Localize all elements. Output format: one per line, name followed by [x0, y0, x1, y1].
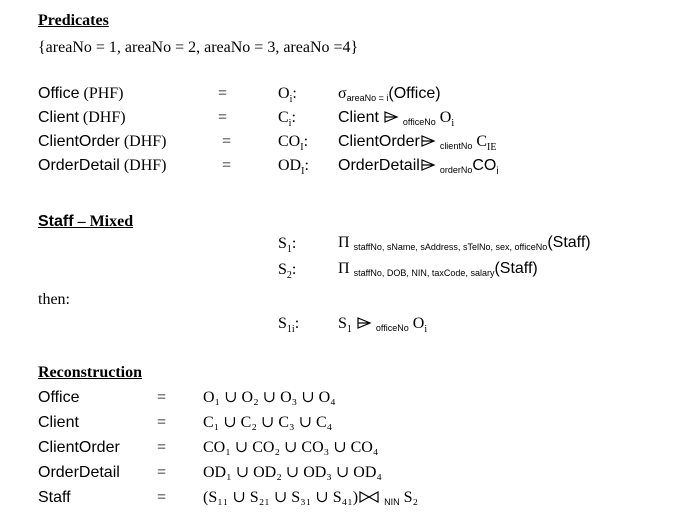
fragment-expression: ClientOrder $_{clientNo}$ $C_{IE}$: [338, 133, 497, 153]
equals-sign: =: [222, 157, 232, 174]
equals-sign: =: [222, 133, 232, 150]
fragment-type: (DHF): [82, 109, 126, 126]
reconstruction-expression: CO₁ ∪ CO₂ ∪ CO₃ ∪ CO₄: [203, 439, 379, 456]
reconstruction-expression: C₁ ∪ C₂ ∪ C₃ ∪ C₄: [203, 414, 333, 431]
then-label: then:: [38, 291, 70, 308]
staff-fragment-s1i-expression: $S_1$ $_{officeNo}$ $O_i$: [338, 315, 428, 335]
staff-heading: Staff – Mixed: [38, 213, 134, 230]
relation-name: ClientOrder: [38, 133, 120, 150]
reconstruction-relation-client: Client: [38, 414, 79, 431]
reconstruction-relation-orderdetail: OrderDetail: [38, 464, 120, 481]
projection-pi: Π: [338, 260, 350, 277]
semijoin-icon: [420, 134, 436, 148]
reconstruction-relation-clientorder: ClientOrder: [38, 439, 120, 456]
staff-fragment-s2-label: $S_2$:: [278, 261, 297, 281]
equals-sign: =: [157, 489, 167, 506]
fragment-label: $C_i$:: [278, 109, 296, 129]
fragment-expression: OrderDetail $_{orderNo}CO_i$: [338, 157, 499, 177]
equals-sign: =: [157, 439, 167, 456]
equals-sign: =: [218, 85, 228, 102]
reconstruction-heading: Reconstruction: [38, 364, 142, 381]
fragment-row-orderdetail: [38, 156, 166, 176]
staff-fragment-s1-label: $S_1$:: [278, 235, 297, 255]
reconstruction-relation-staff: Staff: [38, 489, 71, 506]
relation-name: Client: [38, 109, 79, 126]
fragment-row-clientorder: [38, 132, 166, 152]
equals-sign: =: [218, 109, 228, 126]
fragment-label: $O_i$:: [278, 85, 297, 105]
predicates-heading: Predicates: [38, 12, 109, 29]
fragment-type: (DHF): [123, 133, 167, 150]
natural-join-icon: [358, 490, 380, 504]
semijoin-icon: [420, 158, 436, 172]
equals-sign: =: [157, 414, 167, 431]
predicates-set: {areaNo = 1, areaNo = 2, areaNo = 3, areaNo =4}: [38, 39, 359, 56]
relation-name: Office: [38, 85, 80, 102]
fragment-expression: $\sigma_{areaNo = i}(Office)$: [338, 85, 441, 103]
staff-fragment-s2-expression: Π $_{staffNo, DOB, NIN, taxCode, salary}$(Staff): [338, 260, 538, 278]
equals-sign: =: [157, 464, 167, 481]
staff-fragment-s1i-label: $S_{1i}$:: [278, 315, 300, 335]
fragment-label: $CO_I$:: [278, 133, 309, 153]
reconstruction-relation-office: Office: [38, 389, 80, 406]
semijoin-icon: [356, 316, 372, 330]
semijoin-icon: [383, 110, 399, 124]
fragment-row-client: [38, 108, 126, 128]
fragment-expression: Client $_{officeNo}$ $O_i$: [338, 109, 455, 129]
fragment-label: $OD_I$:: [278, 157, 309, 177]
fragment-row-office: [38, 84, 124, 104]
selection-sigma: σ: [338, 85, 347, 102]
equals-sign: =: [157, 389, 167, 406]
reconstruction-expression: OD₁ ∪ OD₂ ∪ OD₃ ∪ OD₄: [203, 464, 382, 481]
reconstruction-expression: (S₁₁ ∪ S₂₁ ∪ S₃₁ ∪ S₄₁) $_{NIN}$ S₂: [203, 489, 419, 507]
relation-name: OrderDetail: [38, 157, 120, 174]
staff-fragment-s1-expression: Π $_{staffNo, sName, sAddress, sTelNo, sex, officeNo}$(Staff): [338, 234, 591, 252]
fragment-type: (DHF): [123, 157, 167, 174]
projection-pi: Π: [338, 234, 350, 251]
reconstruction-expression: O₁ ∪ O₂ ∪ O₃ ∪ O₄: [203, 389, 336, 406]
fragment-type: (PHF): [83, 85, 124, 102]
